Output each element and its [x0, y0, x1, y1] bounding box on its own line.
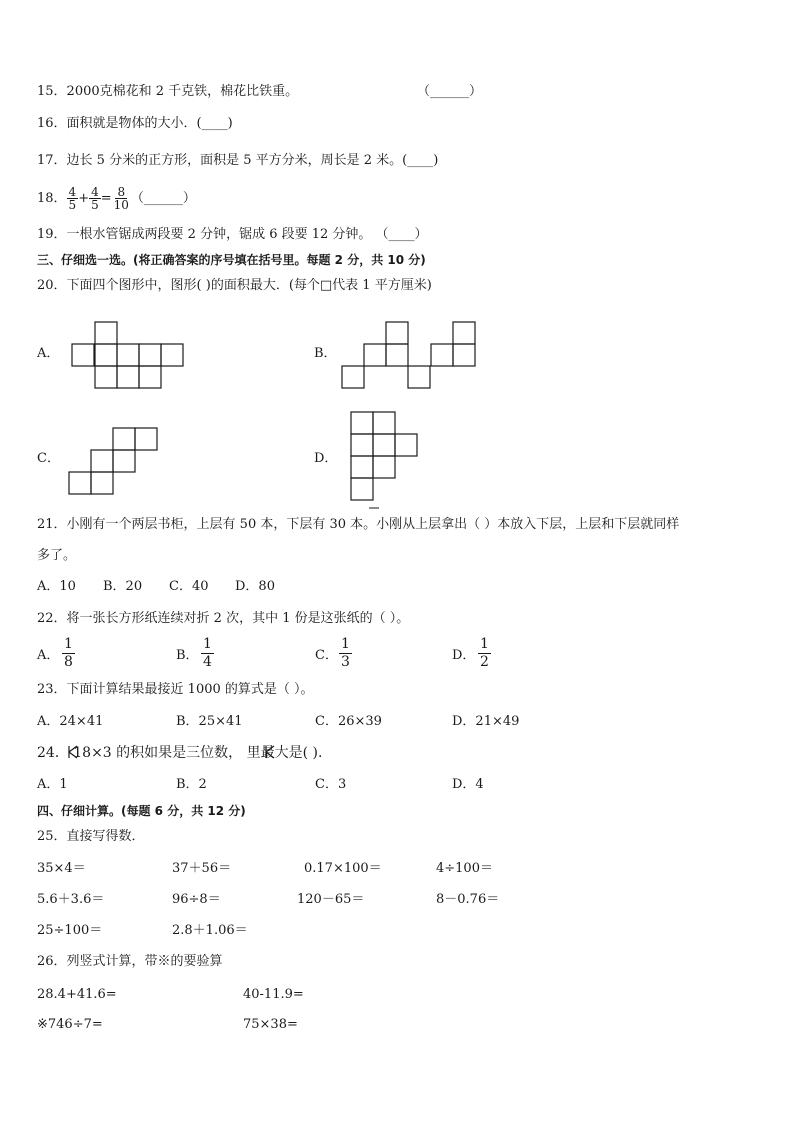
grid-square [373, 434, 395, 456]
question-22-option-a-fraction [62, 636, 75, 671]
grid-square [117, 366, 139, 388]
calc-item: 35×4＝ [37, 861, 86, 876]
fraction-numerator: 4 [91, 185, 99, 199]
grid-square [95, 366, 117, 388]
fraction-numerator: 4 [68, 185, 77, 199]
calc-item: 120－65＝ [297, 892, 365, 907]
fraction-4-5-b [89, 186, 101, 211]
shape-d-figure [347, 409, 423, 513]
box-placeholder-icon [67, 745, 79, 759]
fraction-numerator: 1 [480, 636, 489, 652]
grid-square [135, 428, 157, 450]
option-d-label: D． [314, 451, 338, 466]
grid-square [72, 344, 94, 366]
shape-c-figure [66, 426, 162, 498]
grid-square [364, 344, 386, 366]
question-22-option-a-label[interactable]: A． [37, 648, 60, 663]
equals-sign: = [100, 190, 112, 206]
section-4-heading: 四、仔细计算。(每题 6 分，共 12 分) [37, 804, 246, 818]
grid-square [453, 322, 475, 344]
question-24: 24． 18×3 的积如果是三位数， 里最大是( ). [37, 745, 323, 761]
fraction-denominator: 3 [341, 654, 350, 670]
question-22-option-b-label[interactable]: B． [176, 648, 199, 663]
fraction-denominator: 2 [480, 654, 489, 670]
grid-square [373, 412, 395, 434]
shape-a-figure [60, 320, 190, 392]
grid-square [386, 344, 408, 366]
option-b-label: B． [314, 346, 337, 361]
question-22-option-d-fraction [478, 636, 491, 671]
question-22-option-c-label[interactable]: C． [315, 648, 338, 663]
question-15 [37, 83, 298, 101]
grid-square [408, 366, 430, 388]
question-15-text: 15．2000克棉花和 2 千克铁，棉花比铁重。 [37, 84, 299, 99]
grid-square [351, 456, 373, 478]
question-24-option-c[interactable]: C．3 [315, 777, 347, 792]
question-17: 17．边长 5 分米的正方形，面积是 5 平方分米，周长是 2 米。(____) [37, 153, 439, 168]
calc-item: ※746÷7= [37, 1017, 103, 1032]
calc-item: 25÷100＝ [37, 923, 103, 938]
grid-square [395, 434, 417, 456]
question-19: 19．一根水管锯成两段要 2 分钟，锯成 6 段要 12 分钟。 （____） [37, 227, 428, 242]
box-placeholder-icon [264, 745, 276, 759]
question-25: 25．直接写得数． [37, 829, 145, 844]
grid-square [69, 472, 91, 494]
grid-square [91, 472, 113, 494]
question-16: 16．面积就是物体的大小．(____) [37, 116, 233, 131]
shape-b-figure [338, 320, 478, 392]
fraction-numerator: 8 [117, 185, 126, 199]
option-a-label: A． [37, 346, 60, 361]
question-21-option-b[interactable]: B．20 [103, 579, 143, 594]
question-24-option-b[interactable]: B．2 [176, 777, 207, 792]
question-21-option-a[interactable]: A．10 [37, 579, 76, 594]
calc-item: 2.8＋1.06＝ [172, 923, 248, 938]
fraction-denominator: 5 [68, 198, 77, 212]
calc-item: 96÷8＝ [172, 892, 221, 907]
question-18 [37, 186, 196, 211]
question-21-line-1: 21．小刚有一个两层书柜，上层有 50 本，下层有 30 本。小刚从上层拿出（ ）本放入下层，上层和下层就同样 [37, 517, 680, 532]
question-15-answer-blank[interactable]: （______） [417, 84, 483, 99]
option-c-label: C． [37, 451, 60, 466]
grid-square [117, 344, 139, 366]
question-18-answer-blank[interactable]: （______） [130, 190, 196, 206]
grid-square [351, 478, 373, 500]
grid-square [431, 344, 453, 366]
section-3-heading: 三、仔细选一选。(将正确答案的序号填在括号里。每题 2 分，共 10 分) [37, 253, 426, 267]
calc-item: 4÷100＝ [436, 861, 493, 876]
grid-square [351, 434, 373, 456]
question-23-option-c[interactable]: C．26×39 [315, 714, 382, 729]
grid-square [161, 344, 183, 366]
grid-square [453, 344, 475, 366]
grid-square [95, 344, 117, 366]
calc-item: 8－0.76＝ [436, 892, 500, 907]
fraction-denominator: 5 [91, 198, 99, 212]
fraction-denominator: 8 [64, 654, 73, 670]
fraction-denominator: 4 [203, 654, 212, 670]
calc-item: 40-11.9= [243, 987, 304, 1002]
grid-square [113, 428, 135, 450]
question-23: 23．下面计算结果最接近 1000 的算式是（ ）。 [37, 682, 314, 697]
question-21-option-d[interactable]: D．80 [235, 579, 275, 594]
question-18-number: 18． [37, 190, 67, 206]
question-26: 26．列竖式计算，带※的要验算 [37, 954, 223, 969]
question-21-line-2: 多了。 [37, 548, 77, 563]
grid-square [91, 450, 113, 472]
fraction-4-5-a [67, 186, 79, 211]
question-23-option-a[interactable]: A．24×41 [37, 714, 104, 729]
question-22-option-d-label[interactable]: D． [452, 648, 476, 663]
calc-item: 0.17×100＝ [304, 861, 382, 876]
fraction-denominator: 10 [113, 198, 129, 212]
plus-sign: + [78, 190, 90, 206]
question-23-option-d[interactable]: D．21×49 [452, 714, 520, 729]
question-22-option-b-fraction [201, 636, 214, 671]
fraction-numerator: 1 [341, 636, 350, 652]
question-22-option-c-fraction [339, 636, 352, 671]
grid-square [351, 412, 373, 434]
grid-square [95, 322, 117, 344]
grid-square [113, 450, 135, 472]
question-22: 22．将一张长方形纸连续对折 2 次，其中 1 份是这张纸的（ ）。 [37, 611, 410, 626]
question-24-option-a[interactable]: A．1 [37, 777, 68, 792]
question-20: 20．下面四个图形中，图形( )的面积最大．(每个□代表 1 平方厘米) [37, 278, 432, 293]
fraction-numerator: 1 [64, 636, 73, 652]
calc-item: 5.6＋3.6＝ [37, 892, 105, 907]
question-21-option-c[interactable]: C．40 [169, 579, 209, 594]
grid-square [386, 322, 408, 344]
grid-square [139, 366, 161, 388]
grid-square [342, 366, 364, 388]
grid-square [139, 344, 161, 366]
fraction-8-10 [112, 186, 131, 211]
grid-square [373, 456, 395, 478]
calc-item: 75×38= [243, 1017, 298, 1032]
calc-item: 37＋56＝ [172, 861, 232, 876]
fraction-numerator: 1 [203, 636, 212, 652]
question-24-option-d[interactable]: D．4 [452, 777, 484, 792]
question-23-option-b[interactable]: B．25×41 [176, 714, 243, 729]
calc-item: 28.4+41.6= [37, 987, 117, 1002]
